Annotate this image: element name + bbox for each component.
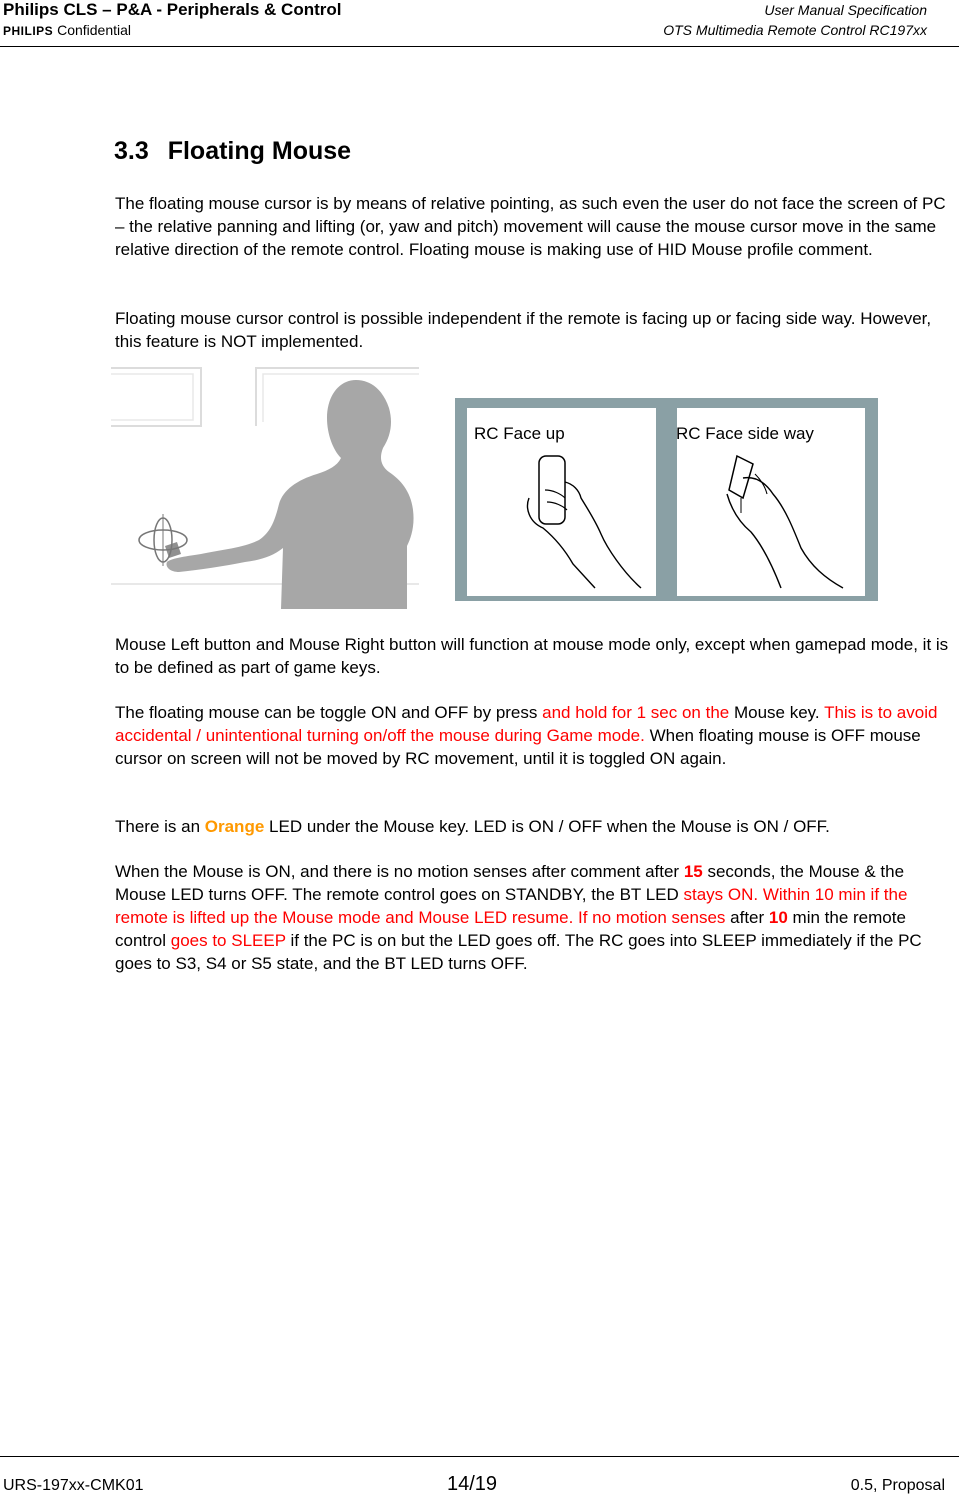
header-confidential — [3, 22, 131, 38]
paragraph-4 — [115, 701, 955, 770]
p6-fifteen: 15 — [683, 862, 703, 881]
p4-text-d: This is to avoid accidental / unintentional turning on/off the mouse during Game mode. — [115, 703, 938, 745]
footer-doc-id: URS-197xx-CMK01 — [3, 1477, 144, 1494]
p6-text-g: min the remote control — [115, 908, 906, 950]
paragraph-3: Mouse Left button and Mouse Right button will function at mouse mode only, except when gamepad mode, it is to be defined as part of game keys. — [115, 635, 949, 677]
footer-version: 0.5, Proposal — [850, 1477, 945, 1494]
header-title: Philips CLS – P&A - Peripherals & Control — [3, 0, 342, 19]
section-title: Floating Mouse — [167, 137, 352, 165]
p5-text-a: There is an — [115, 817, 205, 836]
p6-text-d: stays ON. Within 10 min if the remote is lifted up the Mouse mode and Mouse LED resume. If no motion senses — [115, 885, 908, 927]
section-number: 3.3 — [114, 137, 149, 165]
paragraph-2: Floating mouse cursor control is possible independent if the remote is facing up or facing side way. However, this feature is NOT implemented. — [115, 309, 932, 351]
person-pointing-illustration — [111, 366, 419, 609]
p4-text-a: The floating mouse can be toggle ON and OFF by press — [115, 703, 543, 722]
paragraph-1: The floating mouse cursor is by means of relative pointing, as such even the user do not face the screen of PC – the relative panning and lifting (or, yaw and pitch) movement will cause the mouse cursor move in the same relative direction of the remote control. Floating mouse is making use of HID Mouse profile comment. — [115, 194, 946, 259]
paragraph-6 — [115, 860, 955, 975]
section-heading — [114, 137, 351, 166]
rc-face-side-label: RC Face side way — [676, 424, 814, 443]
confidential-label: Confidential — [57, 22, 132, 38]
p4-text-e: When floating mouse is OFF mouse cursor on screen will not be moved by RC movement, until it is toggled ON again. — [115, 726, 921, 768]
p4-text-c: Mouse key. — [729, 703, 825, 722]
p6-text-e: after — [725, 908, 769, 927]
p5-text-c: LED under the Mouse key. LED is ON / OFF when the Mouse is ON / OFF. — [264, 817, 830, 836]
p6-ten: 10 — [768, 908, 788, 927]
header-spec: User Manual Specification — [764, 2, 927, 18]
footer-page-number: 14/19 — [447, 1473, 498, 1495]
p5-orange: Orange — [204, 817, 265, 836]
p6-text-c: seconds, the Mouse & the Mouse LED turns OFF. The remote control goes on STANDBY, the BT LED — [115, 862, 905, 904]
paragraph-5 — [115, 815, 955, 838]
page-footer — [0, 1456, 959, 1497]
page-header — [0, 0, 959, 47]
rc-orientation-figure — [455, 398, 878, 601]
p4-text-b: and hold for 1 sec on the — [542, 703, 730, 722]
p6-text-a: When the Mouse is ON, and there is no motion senses after comment after — [115, 862, 684, 881]
philips-logo: PHILIPS — [3, 24, 54, 38]
header-product: OTS Multimedia Remote Control RC197xx — [663, 22, 927, 38]
p6-text-i: if the PC is on but the LED goes off. The RC goes into SLEEP immediately if the PC goes to S3, S4 or S5 state, and the BT LED turns OFF. — [115, 931, 922, 973]
p6-text-h: goes to SLEEP — [170, 931, 286, 950]
rc-face-up-label: RC Face up — [474, 424, 565, 443]
